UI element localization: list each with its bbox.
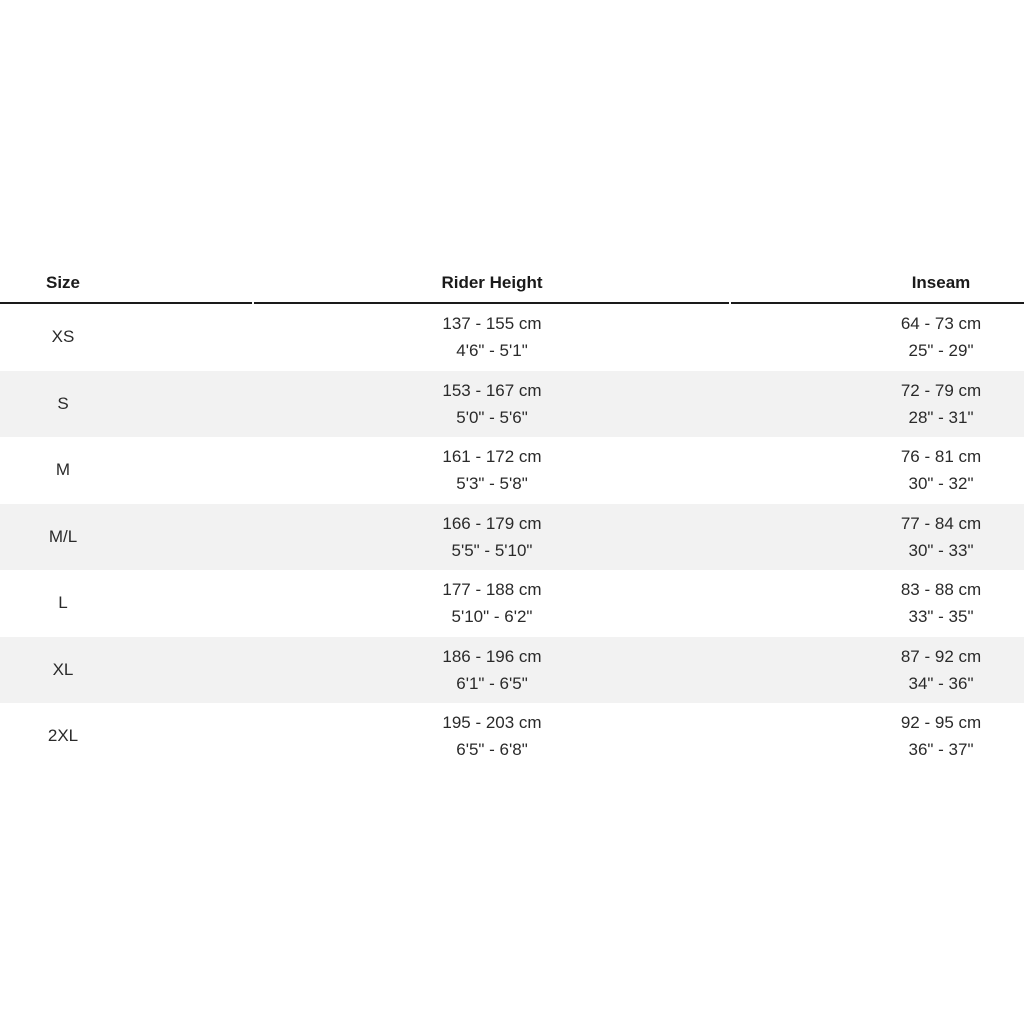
inseam-in: 33" - 35": [908, 607, 974, 627]
rider-height-cell: [126, 576, 858, 630]
table-row: [0, 570, 1024, 637]
inseam-cm: 83 - 88 cm: [900, 580, 982, 600]
inseam-cm: 72 - 79 cm: [900, 380, 982, 400]
height-cm: 166 - 179 cm: [442, 513, 542, 533]
inseam-in: 36" - 37": [908, 740, 974, 760]
table-header-row: [0, 264, 1024, 304]
inseam-cm: 64 - 73 cm: [900, 314, 982, 334]
size-chart-table: [0, 264, 1024, 770]
size-cell: L: [58, 593, 68, 613]
height-cm: 153 - 167 cm: [442, 380, 542, 400]
inseam-cm: 87 - 92 cm: [900, 646, 982, 666]
table-row: [0, 304, 1024, 371]
inseam-in: 34" - 36": [908, 673, 974, 693]
header-rider-height: Rider Height: [441, 273, 543, 292]
header-rule-gap: [252, 302, 254, 304]
rider-height-cell: [126, 510, 858, 564]
inseam-in: 30" - 32": [908, 474, 974, 494]
height-ft: 5'5" - 5'10": [451, 540, 533, 560]
height-ft: 5'3" - 5'8": [456, 474, 528, 494]
size-cell: M/L: [48, 526, 78, 546]
inseam-in: 25" - 29": [908, 341, 974, 361]
height-ft: 5'0" - 5'6": [456, 407, 528, 427]
table-row: [0, 504, 1024, 571]
inseam-cm: 77 - 84 cm: [900, 513, 982, 533]
inseam-cell: [858, 709, 1024, 763]
inseam-cell: [858, 643, 1024, 697]
rider-height-cell: [126, 443, 858, 497]
header-size: Size: [45, 273, 81, 292]
inseam-cell: [858, 310, 1024, 364]
size-cell: XS: [51, 327, 75, 347]
height-cm: 186 - 196 cm: [442, 646, 542, 666]
inseam-in: 28" - 31": [908, 407, 974, 427]
inseam-cm: 76 - 81 cm: [900, 447, 982, 467]
table-row: [0, 371, 1024, 438]
height-ft: 4'6" - 5'1": [456, 341, 528, 361]
inseam-cell: [858, 377, 1024, 431]
height-cm: 177 - 188 cm: [442, 580, 542, 600]
height-ft: 5'10" - 6'2": [451, 607, 533, 627]
header-inseam: Inseam: [911, 273, 971, 292]
table-row: [0, 637, 1024, 704]
size-cell: S: [57, 393, 69, 413]
rider-height-cell: [126, 310, 858, 364]
table-row: [0, 703, 1024, 770]
rider-height-cell: [126, 709, 858, 763]
rider-height-cell: [126, 643, 858, 697]
inseam-cm: 92 - 95 cm: [900, 713, 982, 733]
table-row: [0, 437, 1024, 504]
inseam-cell: [858, 510, 1024, 564]
inseam-in: 30" - 33": [908, 540, 974, 560]
height-cm: 195 - 203 cm: [442, 713, 542, 733]
rider-height-cell: [126, 377, 858, 431]
height-ft: 6'5" - 6'8": [456, 740, 528, 760]
inseam-cell: [858, 576, 1024, 630]
size-cell: XL: [52, 659, 74, 679]
height-ft: 6'1" - 6'5": [456, 673, 528, 693]
size-cell: M: [55, 460, 71, 480]
height-cm: 137 - 155 cm: [442, 314, 542, 334]
height-cm: 161 - 172 cm: [442, 447, 542, 467]
inseam-cell: [858, 443, 1024, 497]
size-cell: 2XL: [47, 726, 79, 746]
header-rule-gap: [729, 302, 731, 304]
